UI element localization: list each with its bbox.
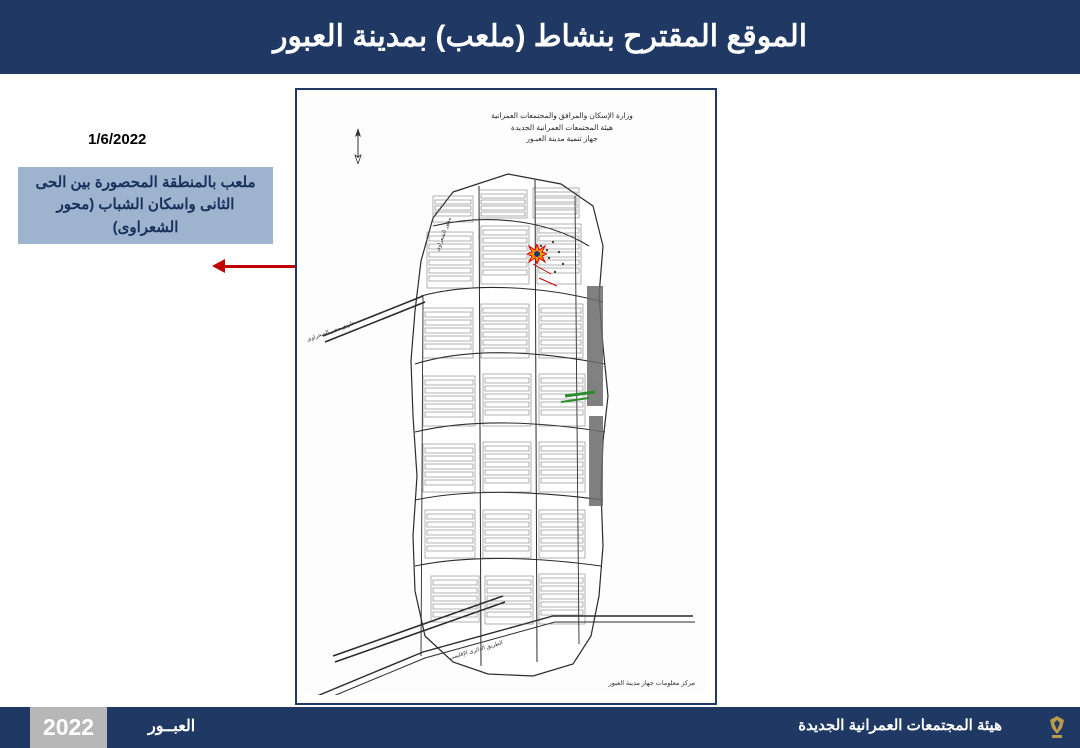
map-canvas bbox=[303, 96, 707, 695]
svg-text:طريق مصر الصحراوى: طريق مصر الصحراوى bbox=[306, 320, 356, 344]
map-title-line-2: هيئة المجتمعات العمرانية الجديدة bbox=[511, 122, 613, 132]
footer-city: العبــور bbox=[148, 718, 196, 735]
date-label: 1/6/2022 bbox=[88, 131, 147, 148]
footer-year: 2022 bbox=[30, 707, 107, 748]
page-title: الموقع المقترح بنشاط (ملعب) بمدينة العبور bbox=[272, 20, 808, 54]
callout-box: ملعب بالمنطقة المحصورة بين الحى الثانى واسكان الشباب (محور الشعراوى) bbox=[18, 167, 273, 244]
map-frame bbox=[295, 88, 717, 705]
map-title-line-1: وزارة الإسكان والمرافق والمجتمعات العمرانية bbox=[491, 111, 633, 120]
eagle-emblem-icon bbox=[1044, 714, 1070, 742]
proposed-site-marker-icon bbox=[527, 244, 547, 264]
arrow-head-icon bbox=[212, 259, 225, 273]
map-caption: مركز معلومات جهاز مدينة العبور bbox=[608, 680, 695, 687]
header-bar bbox=[0, 0, 1080, 74]
footer-organization: هيئة المجتمعات العمرانية الجديدة bbox=[798, 717, 1002, 734]
city-plan-drawing bbox=[303, 96, 707, 695]
svg-text:محور الشعراوى: محور الشعراوى bbox=[434, 216, 453, 253]
map-title-line-3: جهاز تنمية مدينة العبـور bbox=[526, 134, 598, 144]
svg-text:الطريق الدائرى الإقليمى: الطريق الدائرى الإقليمى bbox=[449, 640, 504, 662]
